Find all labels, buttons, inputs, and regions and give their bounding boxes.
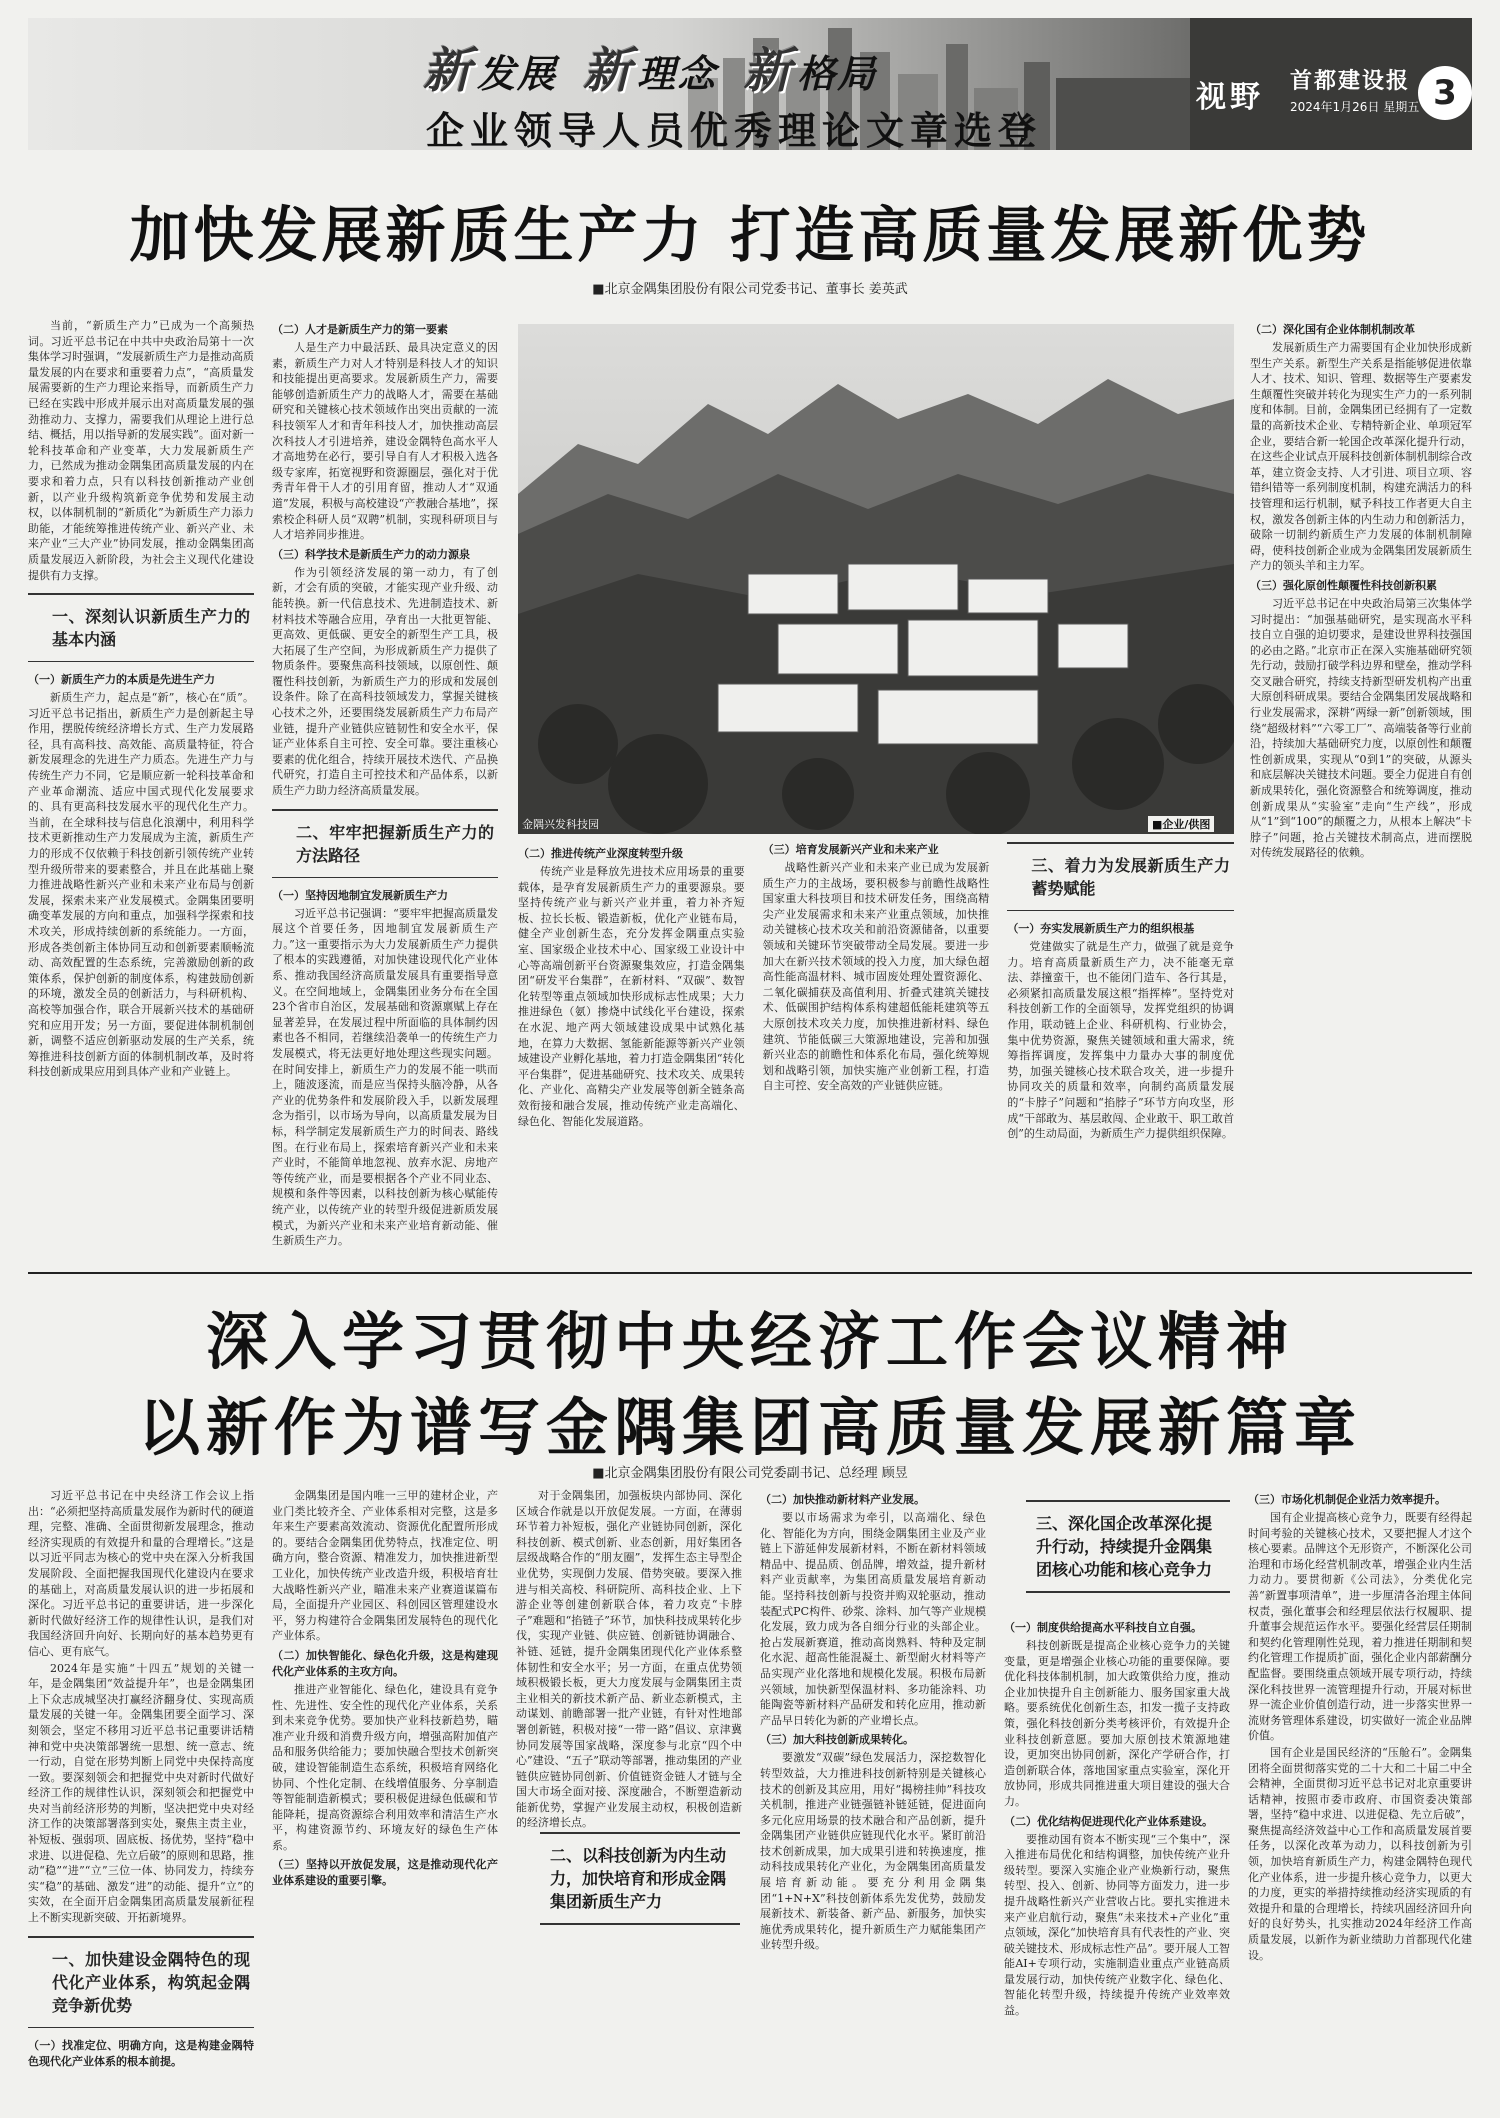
- article1-subheading-3-2: （二）深化国有企业体制机制改革: [1250, 323, 1415, 336]
- article1-paragraph-2-1: 习近平总书记强调：“要牢牢把握高质量发展这个首要任务，因地制宜发展新质生产力。”这一重要指示为大力发展新质生产力提供了根本的实践遵循，对加快建设现代化产业体系、推动我国经济高质量发展具有重要指导意义。在空间地域上，金隅集团业务分布在全国23个省市自治区，发展基础和资源禀赋上存在显著差异，在发展过程中所面临的具体制约因素也各不相同，若继续沿袭单一的传统生产力发展模式，将无法更好地处理这些现实问题。在时间安排上，新质生产力的发展不能一哄而上，随波逐流，而是应当保持头脑冷静，从各产业的优势条件和发展阶段入手，以新发展理念为指引，以市场为导向，以高质量发展为目标，科学制定发展新质生产力的时间表、路线图。在行业布局上，探索培育新兴产业和未来产业时，不能简单地忽视、放弃水泥、房地产等传统产业，而是要根据各个产业不同业态、规模和条件等因素，以科技创新为核心赋能传统产业，以传统产业的转型升级促进新质发展模式，为新兴产业和未来产业培育新动能、催生新质生产力。: [272, 906, 498, 1248]
- masthead: [0, 0, 1500, 158]
- article1-subheading-3-3: （三）强化原创性颠覆性科技创新积累: [1250, 578, 1437, 592]
- article-divider: [28, 1272, 1472, 1274]
- article2-subheading-3-3: （三）市场化机制促企业活力效率提升。: [1248, 1493, 1446, 1506]
- article2-title-line2: 以新作为谱写金隅集团高质量发展新篇章: [137, 1391, 1362, 1464]
- article1-title: 加快发展新质生产力 打造高质量发展新优势: [129, 201, 1371, 271]
- article1-columns-3-5: [518, 842, 1234, 1264]
- article2-subheading-1-1: （一）找准定位、明确方向，这是构建金隅特色现代化产业体系的根本前提。: [28, 2038, 254, 2068]
- article1-paragraph-1-1: 新质生产力，起点是“新”，核心在“质”。习近平总书记指出，新质生产力是创新起主导作用，摆脱传统经济增长方式、生产力发展路径，具有高科技、高效能、高质量特征，符合新发展理念的先进生产力质态。先进生产力与传统生产力不同，它是顺应新一轮科技革命和产业革命潮流、适应中国式现代化发展要求的、具有更高科技发展水平的现代化生产力。当前，在全球科技与信息化浪潮中，利用科学技术更新推动生产力发展成为主流，新质生产力的形成不仅依赖于科技创新引领传统产业转型升级所带来的要素整合，并且在此基础上聚力推进战略性新兴产业和未来产业布局与创新发展，探索未来产业发展模式。金隅集团要明确变革发展的方向和重点，加强科学探索和技术攻关，形成持续创新的系统能力。一方面，形成各类创新主体协同互动和创新要素顺畅流动、高效配置的生态系统，完善激励创新的政策体系，保护创新的制度体系，构建鼓励创新的环境，激发全员的创新活力，与科研机构、高校等加强合作，联合开展新兴技术的基础研究和应用开发；另一方面，要促进体制机制创新，调整不适应创新驱动发展的生产关系，统筹推进科技创新方面的体制机制改革，及时将科技创新成果应用到具体产业和产业链上。: [28, 691, 254, 1079]
- article1-section1-heading: 一、深刻认识新质生产力的基本内涵: [28, 593, 254, 662]
- article1-column-6: [1250, 318, 1472, 1264]
- article2-subheading-3-1: （一）制度供给提高水平科技自立自强。: [1004, 1621, 1202, 1634]
- article2-subheading-2-3: （三）加大科技创新成果转化。: [760, 1733, 914, 1747]
- article2-section2-heading: 二、以科技创新为内生动力，加快培育和形成金隅集团新质生产力: [540, 1832, 740, 1925]
- article2-paragraph-1-1: 金隅集团是国内唯一三甲的建材企业，产业门类比较齐全、产业体系相对完整，这是多年来生产要素高效流动、资源优化配置所形成的。要结合金隅集团优势特点，找准定位、明确方向，整合资源、精准发力，加快推进新型工业化，加快传统产业改造升级，积极培育壮大战略性新兴产业，瞄准未来产业赛道谋篇布局，全面提升产业园区、科创园区管理建设水平，努力构建符合金隅集团发展特色的现代化产业体系。: [272, 1489, 498, 1643]
- article2-column-3: [516, 1488, 742, 2100]
- article1-paragraph-1-2: 人是生产力中最活跃、最具决定意义的因素，新质生产力对人才特别是科技人才的知识和技能提出更高要求。发展新质生产力，需要能够创造新质生产力的战略人才，需要在基础研究和关键核心技术领域作出突出贡献的一流科技领军人才和青年科技人才，加快推动高层次科技人才引进培养，建设金隅特色高水平人才高地势在必行，要引导自有人才积极入选各级专家库，拓宽视野和资源圈层，强化对于优秀青年骨干人才的引用育留，推动人才“双通道”发展，积极与高校建设“产教融合基地”，探索校企科研人员“双聘”机制，实现科研项目与人才培养同步推进。: [272, 341, 498, 542]
- photo-caption: 金隅兴发科技园: [522, 818, 599, 831]
- article2-subheading-3-2: （二）优化结构促进现代化产业体系建设。: [1004, 1814, 1213, 1828]
- article2-paragraph-3-2: 要推动国有资本不断实现“三个集中”，深入推进布局优化和结构调整，加快传统产业升级转型。要深入实施企业产业焕新行动，聚焦转型、投入、创新、协同等方面发力，进一步提升战略性新兴产业营收占比。要扎实推进未来产业启航行动，聚焦“未来技术+产业化”重点领域，深化“加快培育具有代表性的产业、突破关键技术、形成标志性产品”。要开展人工智能AI+专项行动，实施制造业重点产业链高质量发展行动，加快传统产业数字化、绿色化、智能化转型升级，持续提升传统产业效率效益。: [1004, 1832, 1230, 2018]
- article1-section3-heading: 三、着力为发展新质生产力蓄势赋能: [1007, 842, 1234, 911]
- article2-paragraph-3-3: 国有企业提高核心竞争力，既要有经得起时间考验的关键核心技术，又要把握人才这个核心要素。品牌这个无形资产，不断深化公司治理和市场化经营机制改革，增强企业内生活力动力。要贯彻新《公司法》，分类优化完善“新置事项清单”，进一步厘清各治理主体间权责，强化董事会和经理层依法行权履职、提升董事会规范运作水平。要强化经营层任期制和契约化管理刚性兑现，着力推进任期制和契约化管理工作提质扩面，强化企业内部薪酬分配监督。要围绕重点领域开展专项行动，持续深化科技世界一流管理提升行动，开展对标世界一流企业价值创造行动，进一步落实世界一流财务管理体系建设，切实做好一流企业品牌价值。: [1248, 1511, 1472, 1743]
- article1-section2-heading: 二、牢牢把握新质生产力的方法路径: [272, 809, 498, 878]
- article1-subheading-1-2: （二）人才是新质生产力的第一要素: [272, 323, 448, 336]
- article1-subheading-2-1: （一）坚持因地制宜发展新质生产力: [272, 888, 448, 902]
- article2-paragraph-3-1: 科技创新既是提高企业核心竞争力的关键变量，更是增强企业核心功能的重要保障。要优化科技体制机制，加大政策供给力度，推动企业加快提升自主创新能力、服务国家重大战略。要系统优化创新生态，扣发一揽子支持政策，强化科技创新分类考核评价，有效提升企业科技创新意愿。要加大原创技术策源地建设，更加突出协同创新，深化产学研合作，打造创新联合体，落地国家重点实验室，深化开放协同，形成共同推进重大项目建设的强大合力。: [1004, 1639, 1230, 1808]
- article1-subheading-2-2: （二）推进传统产业深度转型升级: [518, 847, 683, 860]
- article1-byline: ■北京金隅集团股份有限公司党委书记、董事长 姜英武: [592, 282, 908, 297]
- article1-subheading-3-1: （一）夯实发展新质生产力的组织根基: [1007, 922, 1195, 935]
- article2-intro-2: 2024年是实施“十四五”规划的关键一年，是金隅集团“效益提升年”，也是金隅集团上下众志成城坚决打赢经济翻身仗、实现高质量发展的关键一年。金隅集团要全面学习、深刻领会，坚定不移用习近平总书记重要讲话精神和党中央决策部署统一思想、统一意志、统一行动，自觉在形势判断上同党中央保持高度一致。要深刻领会和把握党中央对新时代做好经济工作的规律性认识，深刻领会和把握党中央对当前经济形势的判断，坚决把党中央对经济工作的决策部署落到实处，聚焦主责主业，补短板、强弱项、固底板、扬优势，坚持“稳中求进、以进促稳、先立后破”的原则和思路，推动“稳”“进”“立”三位一体、协同发力，持续夯实“稳”的基础、激发“进”的动能、提升“立”的实效，在全面开启金隅集团高质量发展新征程上不断实现新突破、开拓新境界。: [28, 1661, 254, 1925]
- article2-title-line1: 深入学习贯彻中央经济工作会议精神: [205, 1305, 1294, 1378]
- article1-paragraph-2-2: 传统产业是释放先进技术应用场景的重要载体，是孕育发展新质生产力的重要源泉。要坚持传统产业与新兴产业并重，着力补齐短板、拉长长板、锻造新板，优化产业链布局，健全产业创新生态，充分发挥金隅重点实验室、国家级企业技术中心、国家级工业设计中心等高端创新平台资源聚集效应，打造金隅集团“研发平台集群”，在新材料、“双碳”、数智化转型等重点领域加快形成标志性成果；大力推进绿色（氨）掺烧中试线化平台建设，探索在水泥、地产两大领域建设成果中试熟化基地，在算力大数据、氢能新能源等新兴产业领域建设产业孵化基地，着力打造金隅集团“转化平台集群”，促进基础研究、技术攻关、成果转化、产业化、高精尖产业发展等创新全链条高效衔接和融合发展，推动传统产业走高端化、绿色化、智能化发展道路。: [518, 865, 745, 1128]
- article2-paragraph-2-2: 要以市场需求为牵引，以高端化、绿色化、智能化为方向，围绕金隅集团主业及产业链上下游延伸发展新材料，不断在新材料领域精品中、提品质、创品牌，增效益，提升新材料产业贡献率，为集团高质量发展培育新动能。坚持科技创新与投资并购双轮驱动，推动装配式PC构件、砂浆、涂料、加气等产业规模化发展，致力成为各自细分行业的头部企业。抢占发展新赛道，推动高岗熟料、特种及定制化水泥、超高性能混凝土、新型耐火材料等产品实现产业化落地和规模化发展。积极布局新兴领域，加快新型保温材料、多功能涂料、功能陶瓷等新材料产品研发和转化应用，推动新产品早日转化为新的产业增长点。: [760, 1511, 986, 1727]
- article1-column-1: [28, 318, 254, 1264]
- article2-paragraph-2-3: 要激发“双碳”绿色发展活力，深挖数智化转型效益，大力推进科技创新特别是关键核心技术的创新及其应用，用好“揭榜挂帅”科技攻关机制，推进产业链强链补链延链，促进面向多元化应用场景的技术融合和产品创新，提升金隅集团产业链供应链现代化水平。紧盯前沿技术创新成果，加大成果引进和转换速度，推动科技成果转化产业化，为金隅集团高质量发展培育新动能。要充分利用金隅集团“1+N+X”科技创新体系先发优势，鼓励发展新技术、新装备、新产品、新服务，加快实施优秀成果转化，提升新质生产力赋能集团产业转型升级。: [760, 1751, 986, 1952]
- article2-section3-heading: 三、深化国企改革深化提升行动，持续提升金隅集团核心功能和核心竞争力: [1026, 1500, 1230, 1593]
- page-number: 3: [1418, 66, 1472, 120]
- article2-column-2: [272, 1488, 498, 2100]
- article1-intro: 当前，“新质生产力”已成为一个高频热词。习近平总书记在中共中央政治局第十一次集体学习时强调，“发展新质生产力是推动高质量发展的内在要求和重要着力点”，“高质量发展需要新的生产力理论来指导，而新质生产力已经在实践中形成并展示出对高质量发展的强劲推动力、支撑力，需要我们从理论上进行总结、概括，用以指导新的发展实践”。面对新一轮科技革命和产业变革，大力发展新质生产力，已然成为推动金隅集团高质量发展的内在要求和着力点，只有以科技创新推动产业创新，以产业升级构筑新竞争优势和发展主动权，以体制机制的“新质化”为新质生产力添力助能，才能统筹推进传统产业、新兴产业、未来产业“三大产业”协同发展，推动金隅集团高质量发展迈入新阶段，为社会主义现代化建设提供有力支撑。: [28, 319, 254, 582]
- article2-paragraph-1-3: 对于金隅集团，加强板块内部协同、深化区域合作就是以开放促发展。一方面，在薄弱环节着力补短板，强化产业链协同创新，深化科技创新、模式创新、业态创新，用好集团各层级战略合作的“朋友圈”，发挥生态主导型企业优势，实现倒力发展、借势突破。要深入推进与相关高校、科研院所、高科技企业、上下游企业等创建创新联合体，着力攻克“卡脖子”难题和“掐链子”环节，加快科技成果转化步伐，实现产业链、供应链、创新链协调融合、补链、延链，提升金隅集团现代化产业体系整体韧性和安全水平；另一方面，在重点优势领域积极锻长板，更大力度发展与金隅集团主责主业相关的新技术新产品、新业态新模式，主动谋划、前瞻部署一批产业链，有针对性地部署创新链，积极对接“一带一路”倡议、京津冀协同发展等国家战略，深度参与北京“四个中心”建设、“五子”联动等部署，推动集团的产业链供应链协同创新、价值链资金链人才链与全国大市场全面对接、深度融合，不断塑造新动能新优势，掌握产业发展主动权，积极创造新的经济增长点。: [516, 1489, 742, 1830]
- article1-column-2: [272, 318, 498, 1264]
- section-name: 视野: [1196, 80, 1264, 115]
- article2-column-6: [1248, 1488, 1472, 2100]
- article1-subheading-2-3: （三）培育发展新兴产业和未来产业: [762, 843, 939, 856]
- article1-paragraph-3-2: 发展新质生产力需要国有企业加快形成新型生产关系。新型生产关系是指能够促进依靠人才、技术、知识、管理、数据等生产要素发生颠覆性突破并转化为现实生产力的一系列制度和体制。目前，金隅集团已经拥有了一定数量的高新技术企业、专精特新企业、单项冠军企业，要结合新一轮国企改革深化提升行动，在这些企业试点开展科技创新体制机制综合改革，建立资金支持、人才引进、项目立项、容错纠错等一系列制度机制，构建充满活力的科技管理和运行机制，赋予科技工作者更大自主权，激发各创新主体的内生动力和创新活力，破除一切制约新质生产力发展的体制机制障碍，使科技创新企业成为金隅集团发展新质生产力的领头羊和主力军。: [1250, 341, 1472, 573]
- article2-column-1: [28, 1488, 254, 2100]
- article2-column-4: [760, 1488, 986, 2100]
- series-subtitle: 企业领导人员优秀理论文章选登: [426, 109, 1043, 150]
- article1-paragraph-3-1: 党建做实了就是生产力，做强了就是竞争力。培育高质量新质生产力，决不能毫无章法、莽撞蛮干，也不能闭门造车、各行其是，必须紧扣高质量发展这根“指挥棒”。坚持党对科技创新工作的全面领导，发挥党组织的协调作用，联动链上企业、科研机构、行业协会，集中优势资源，聚焦关键领域和重大需求，统筹指挥调度，发挥集中力量办大事的制度优势，加强关键核心技术联合攻关，进一步提升协同攻关的质量和效率，向制约高质量发展的“卡脖子”问题和“掐脖子”环节方向攻坚，形成“干部敢为、基层敢闯、企业敢干、职工敢首创”的生动局面，为新质生产力提供组织保障。: [1007, 940, 1234, 1141]
- article1-photo: [518, 324, 1234, 834]
- article2-intro: 习近平总书记在中央经济工作会议上指出：“必须把坚持高质量发展作为新时代的硬道理，完整、准确、全面贯彻新发展理念，推动经济实现质的有效提升和量的合理增长。”这是以习近平同志为核心的党中央在深入分析我国发展阶段、全面把握我国现代化建设内在要求的基础上，对高质量发展认识的进一步拓展和深化。习近平总书记的重要讲话，进一步深化新时代做好经济工作的规律性认识，是我们对我国经济回升向好、长期向好的基本趋势更有信心、更有底气。: [28, 1489, 254, 1658]
- article2-subheading-1-2: （二）加快智能化、绿色化升级，这是构建现代化产业体系的主攻方向。: [272, 1648, 498, 1678]
- article2-subheading-2-2: （二）加快推动新材料产业发展。: [760, 1493, 925, 1506]
- header-banner: [28, 18, 1198, 150]
- article1-subheading-1-1: （一）新质生产力的本质是先进生产力: [28, 673, 215, 687]
- slogan: 新 发展 新 理念 新 格局: [423, 43, 878, 99]
- article2-closing: 国有企业是国民经济的“压舱石”。金隅集团将全面贯彻落实党的二十大和二十届二中全会精神，全面贯彻习近平总书记对北京重要讲话精神，按照市委市政府、市国资委决策部署，坚持“稳中求进、以进促稳、先立后破”，聚焦提高经济效益中心工作和高质量发展首要任务，以深化改革为动力，以科技创新为引领，加快培育新质生产力，构建金隅特色现代化产业体系，进一步提升核心竞争力，以更大的力度，更实的举措持续推动经济实现质的有效提升和量的合理增长，持续巩固经济回升向好的良好势头，扎实推动2024年经济工作高质量发展，以新作为新业绩助力首都现代化建设。: [1248, 1745, 1472, 1962]
- article1-paragraph-1-3: 作为引领经济发展的第一动力，有了创新，才会有质的突破，才能实现产业升级、动能转换。新一代信息技术、先进制造技术、新材料技术等融合应用，孕育出一大批更智能、更高效、更低碳、更安全的新型生产工具，极大拓展了生产空间，为形成新质生产力提供了物质条件。要聚焦高科技领域，以原创性、颠覆性科技创新，为新质生产力的形成和发展创设条件。除了在高科技领域发力，掌握关键核心技术之外，还要围绕发展新质生产力布局产业链，提升产业链供应链韧性和安全水平，保证产业体系自主可控、安全可靠。要注重核心要素的优化组合，持续开展技术迭代、产品换代研究，打造自主可控技术和产品体系，以新质生产力助力经济高质量发展。: [272, 565, 498, 798]
- article2-section1-heading: 一、加快建设金隅特色的现代化产业体系，构筑起金隅竞争新优势: [28, 1936, 254, 2028]
- article2-subheading-1-3: （三）坚持以开放促发展，这是推动现代化产业体系建设的重要引擎。: [272, 1858, 498, 1888]
- photo-credit: ■企业/供图: [1148, 816, 1214, 832]
- article2-paragraph-1-2: 推进产业智能化、绿色化，建设具有竞争性、先进性、安全性的现代化产业体系，关系到未来竞争优势。要加快产业科技新趋势，瞄准产业升级和消费升级方向，增强高附加值产品和服务供给能力；要加快融合型技术创新突破，建设智能制造生态系统，积极培育网络化协同、个性化定制、在线增值服务、分享制造等智能制造新模式；要积极促进绿色低碳和节能降耗，提高资源综合利用效率和清洁生产水平，构建资源节约、环境友好的绿色生产体系。: [272, 1682, 498, 1852]
- article2-byline: ■北京金隅集团股份有限公司党委副书记、总经理 顾昱: [592, 1466, 908, 1481]
- article1-paragraph-2-3: 战略性新兴产业和未来产业已成为发展新质生产力的主战场，要积极参与前瞻性战略性国家重大科技项目和技术研发任务，围绕高精尖产业发展需求和未来产业重点领域，加快推动关键核心技术攻关和前沿资源储备，以重要领域和关键环节突破带动全局发展。要进一步加大在新兴技术领域的投入力度，加大绿色超高性能高温材料、城市固废处理处置资源化、二氧化碳捕获及高值利用、折叠式建筑关键技术、低碳围护结构体系构建超低能耗建筑等五大原创技术攻关力度，加快推进新材料、绿色建筑、节能低碳三大策源地建设，完善和加强新兴业态的前瞻性和体系化布局，强化统筹规划和战略引领，加快实施产业创新工程，打造自主可控、安全高效的产业链供应链。: [762, 861, 990, 1093]
- newspaper-name: 首都建设报: [1290, 69, 1411, 94]
- article1-paragraph-3-3: 习近平总书记在中央政治局第三次集体学习时提出：“加强基础研究，是实现高水平科技自立自强的迫切要求，是建设世界科技强国的必由之路。”北京市正在深入实施基础研究领先行动，鼓励打破学科边界和壁垒，推动学科交叉融合研究，持续支持新型研发机构产出重大原创科研成果。要结合金隅集团发展战略和行业发展需求，深耕“两绿一新”创新领域，围绕“超级材料”“六零工厂”、高端装备等行业前沿，持续加大基础研究力度，以原创性和颠覆性创新成果，实现从“0到1”的突破，从源头和底层解决关键技术问题。要全力促进自有创新成果转化，强化资源整合和统筹调度，推动创新成果从“实验室”走向“生产线”，形成从“1”到“100”的颠覆之力，从根本上解决“卡脖子”问题，抢占关键技术制高点，进而摆脱对传统发展路径的依赖。: [1250, 596, 1472, 860]
- issue-date: 2024年1月26日 星期五: [1290, 100, 1420, 114]
- article1-subheading-1-3: （三）科学技术是新质生产力的动力源泉: [272, 547, 470, 561]
